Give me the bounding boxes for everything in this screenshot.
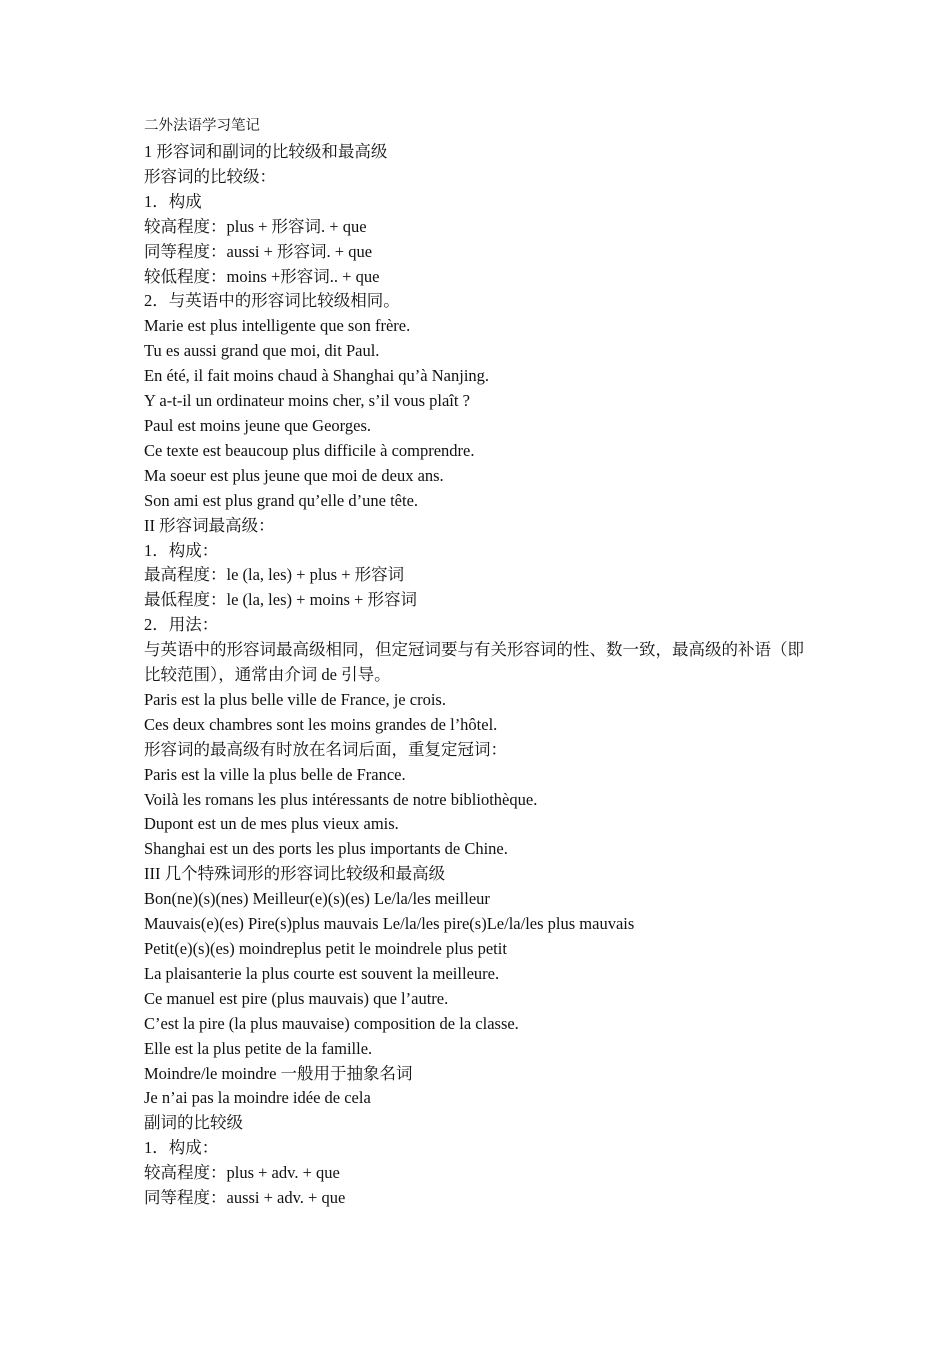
example-sentence: Shanghai est un des ports les plus importants de Chine. <box>144 839 508 859</box>
word-forms-line: Bon(ne)(s)(nes) Meilleur(e)(s)(es) Le/la/les meilleur <box>144 889 490 909</box>
rule-line: 较高程度：plus + 形容词. + que <box>144 216 367 236</box>
list-item-heading: 2．用法： <box>144 615 219 635</box>
section-heading: 1 形容词和副词的比较级和最高级 <box>144 142 388 161</box>
example-sentence: En été, il fait moins chaud à Shanghai qu’à Nanjing. <box>144 366 490 386</box>
list-item-heading: 1．构成 <box>144 191 202 211</box>
rule-line: 同等程度：aussi + adv. + que <box>144 1188 346 1208</box>
section-heading: II 形容词最高级： <box>144 515 275 535</box>
section-heading: III 几个特殊词形的形容词比较级和最高级 <box>144 864 446 884</box>
list-item-heading: 2．与英语中的形容词比较级相同。 <box>144 291 400 311</box>
example-sentence: C’est la pire (la plus mauvaise) composition de la classe. <box>144 1013 519 1033</box>
example-sentence: Ces deux chambres sont les moins grandes de l’hôtel. <box>144 714 498 734</box>
rule-line: 较低程度：moins +形容词.. + que <box>144 266 380 286</box>
list-item-heading: 1．构成： <box>144 540 219 560</box>
example-sentence: Y a-t-il un ordinateur moins cher, s’il vous plaît ? <box>144 391 470 411</box>
example-sentence: Ce texte est beaucoup plus difficile à comprendre. <box>144 440 475 460</box>
rule-line: 同等程度：aussi + 形容词. + que <box>144 241 373 261</box>
example-sentence: Marie est plus intelligente que son frère. <box>144 316 411 336</box>
document-title: 二外法语学习笔记 <box>144 118 260 134</box>
explanation-line: 形容词的最高级有时放在名词后面，重复定冠词： <box>144 739 507 759</box>
document-body <box>144 114 834 1211</box>
rule-line: 较高程度：plus + adv. + que <box>144 1163 340 1183</box>
rule-line: 最高程度：le (la, les) + plus + 形容词 <box>144 565 405 585</box>
rule-line: 最低程度：le (la, les) + moins + 形容词 <box>144 590 417 610</box>
example-sentence: Paris est la plus belle ville de France, je crois. <box>144 689 446 709</box>
example-sentence: Dupont est un de mes plus vieux amis. <box>144 814 399 834</box>
list-item-heading: 1．构成： <box>144 1138 219 1158</box>
example-sentence: Ce manuel est pire (plus mauvais) que l’autre. <box>144 988 449 1008</box>
explanation-paragraph: 与英语中的形容词最高级相同，但定冠词要与有关形容词的性、数一致，最高级的补语（即比较范围），通常由介词 de 引导。 <box>144 640 804 685</box>
example-sentence: La plaisanterie la plus courte est souvent la meilleure. <box>144 963 500 983</box>
example-sentence: Ma soeur est plus jeune que moi de deux ans. <box>144 465 444 485</box>
explanation-line: Moindre/le moindre 一般用于抽象名词 <box>144 1063 413 1083</box>
example-sentence: Son ami est plus grand qu’elle d’une tête. <box>144 490 419 510</box>
subsection-heading: 形容词的比较级： <box>144 166 276 186</box>
example-sentence: Paris est la ville la plus belle de France. <box>144 764 406 784</box>
example-sentence: Je n’ai pas la moindre idée de cela <box>144 1088 371 1108</box>
word-forms-line: Mauvais(e)(es) Pire(s)plus mauvais Le/la/les pire(s)Le/la/les plus mauvais <box>144 914 635 934</box>
example-sentence: Voilà les romans les plus intéressants de notre bibliothèque. <box>144 789 538 809</box>
example-sentence: Elle est la plus petite de la famille. <box>144 1038 373 1058</box>
example-sentence: Paul est moins jeune que Georges. <box>144 415 371 435</box>
example-sentence: Tu es aussi grand que moi, dit Paul. <box>144 341 380 361</box>
word-forms-line: Petit(e)(s)(es) moindreplus petit le moindrele plus petit <box>144 939 507 958</box>
subsection-heading: 副词的比较级 <box>144 1113 243 1133</box>
